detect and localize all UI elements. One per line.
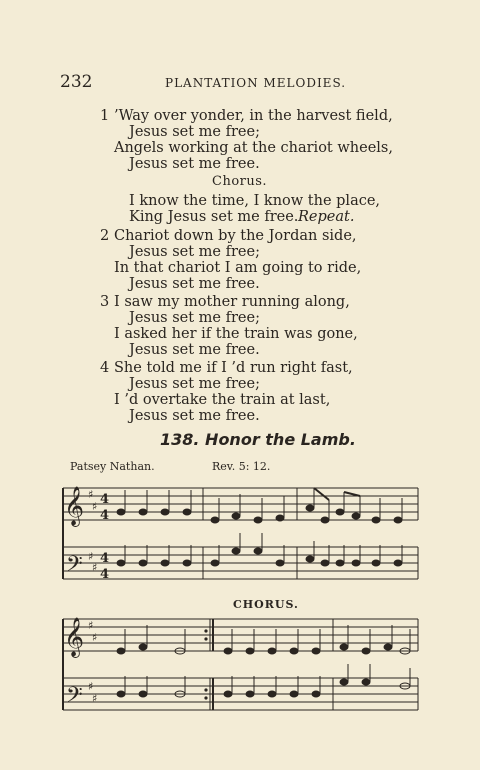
- verse-1-line-3: Angels working at the chariot wheels,: [114, 140, 393, 156]
- verse-3-line-4: Jesus set me free.: [129, 342, 260, 358]
- time-signature-top: 4: [100, 492, 110, 507]
- notes-treble-1: [117, 488, 402, 523]
- bass-clef-icon: 𝄢: [66, 552, 83, 582]
- verse-4-line-3: I ’d overtake the train at last,: [114, 392, 331, 408]
- time-signature-top: 4: [100, 551, 110, 566]
- verse-2-number: 2: [100, 228, 110, 244]
- verse-3-line-3: I asked her if the train was gone,: [114, 326, 358, 342]
- verse-1-line-4: Jesus set me free.: [129, 156, 260, 172]
- sharp-icon: ♯: [92, 631, 98, 644]
- composer-credit: Patsey Nathan.: [70, 460, 155, 473]
- music-chorus-label: CHORUS.: [233, 598, 299, 611]
- sharp-icon: ♯: [92, 500, 98, 513]
- notes-treble-2: [117, 625, 410, 654]
- verse-2-line-2: Jesus set me free;: [129, 244, 260, 260]
- verse-4-line-2: Jesus set me free;: [129, 376, 260, 392]
- sharp-icon: ♯: [92, 692, 98, 705]
- page-number: 232: [60, 72, 93, 92]
- verse-4-number: 4: [100, 360, 110, 376]
- chorus-line-2: King Jesus set me free.: [129, 209, 299, 225]
- verse-2-line-1: Chariot down by the Jordan side,: [114, 228, 357, 244]
- scripture-reference: Rev. 5: 12.: [212, 460, 271, 473]
- hymn-title: 138. Honor the Lamb.: [160, 430, 356, 449]
- verse-1-line-2: Jesus set me free;: [129, 124, 260, 140]
- notes-bass-2: [117, 664, 410, 697]
- sharp-icon: ♯: [88, 680, 94, 693]
- sharp-icon: ♯: [88, 550, 94, 563]
- verse-3-line-1: I saw my mother running along,: [114, 294, 350, 310]
- notes-bass-1: [117, 533, 402, 566]
- treble-staff-2: [63, 619, 418, 651]
- time-signature-bottom: 4: [100, 508, 110, 523]
- verse-3-number: 3: [100, 294, 110, 310]
- treble-clef-icon: 𝄞: [64, 617, 85, 657]
- verse-2-line-3: In that chariot I am going to ride,: [114, 260, 362, 276]
- verse-1-number: 1: [100, 108, 110, 124]
- running-head: PLANTATION MELODIES.: [165, 76, 347, 90]
- chorus-heading: Chorus.: [212, 174, 268, 189]
- bass-staff-1: [63, 547, 418, 579]
- chorus-line-1: I know the time, I know the place,: [129, 193, 381, 209]
- time-signature-bottom: 4: [100, 567, 110, 582]
- sharp-icon: ♯: [92, 561, 98, 574]
- verse-3-line-2: Jesus set me free;: [129, 310, 260, 326]
- chorus-repeat: Repeat.: [298, 209, 355, 225]
- verse-2-line-4: Jesus set me free.: [129, 276, 260, 292]
- verse-4-line-1: She told me if I ’d run right fast,: [114, 360, 353, 376]
- verse-1-line-1: ’Way over yonder, in the harvest field,: [114, 108, 393, 124]
- sharp-icon: ♯: [88, 488, 94, 501]
- sharp-icon: ♯: [88, 619, 94, 632]
- verse-4-line-4: Jesus set me free.: [129, 408, 260, 424]
- bass-clef-icon: 𝄢: [66, 683, 83, 713]
- treble-clef-icon: 𝄞: [64, 486, 85, 526]
